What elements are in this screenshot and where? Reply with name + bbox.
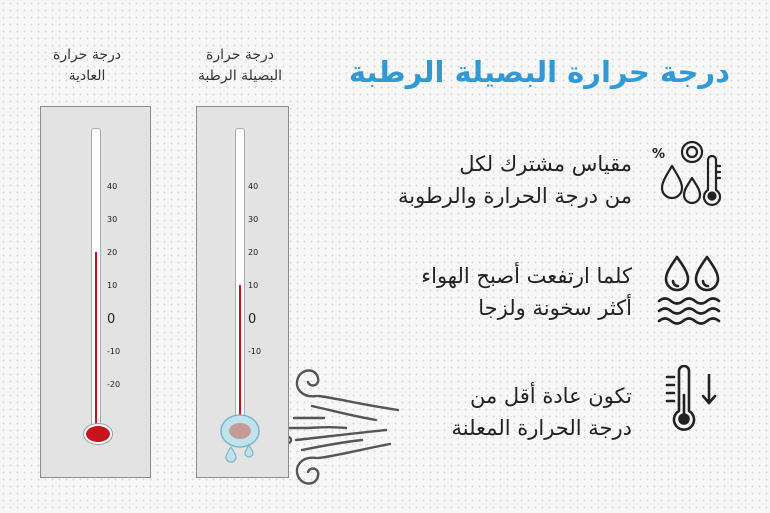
thermometer-humidity-icon: [650, 138, 730, 210]
scale-tick-label: 30: [248, 215, 259, 224]
scale-tick-label: 20: [107, 248, 118, 257]
wet-bulb-thermometer-tube: [235, 128, 245, 430]
scale-tick-label: 40: [248, 182, 259, 191]
feature-text-2: [352, 260, 632, 324]
svg-text:%: %: [652, 147, 666, 162]
scale-tick-label: -20: [107, 380, 121, 389]
feature-3-line-1: تكون عادة أقل من: [469, 384, 632, 408]
scale-tick-label: 10: [107, 281, 118, 290]
feature-2-line-2: أكثر سخونة ولزجا: [478, 296, 632, 320]
normal-mercury-column: [95, 252, 97, 429]
scale-tick-label: -10: [107, 347, 121, 356]
wet-bulb-label-line-1: درجة حرارة: [206, 47, 274, 63]
page-title: درجة حرارة البصيلة الرطبة: [348, 55, 730, 89]
normal-mercury-bulb: [84, 424, 112, 444]
wet-bulb-wick-icon: [217, 407, 265, 467]
normal-thermometer-tube: [91, 128, 101, 430]
feature-1-line-2: من درجة الحرارة والرطوبة: [398, 184, 632, 208]
scale-tick-label: 10: [248, 281, 259, 290]
feature-1-line-1: مقياس مشترك لكل: [459, 152, 632, 176]
thermometer-down-icon: [665, 365, 725, 437]
wind-icon: [276, 362, 400, 494]
wet-bulb-thermometer: [196, 106, 289, 478]
wet-bulb-thermometer-label: [175, 45, 305, 87]
scale-tick-label: -10: [248, 347, 262, 356]
feature-3-line-2: درجة الحرارة المعلنة: [451, 416, 632, 440]
feature-2-line-1: كلما ارتفعت أصبح الهواء: [421, 264, 632, 288]
feature-text-1: [352, 148, 632, 212]
normal-thermometer: [40, 106, 151, 478]
scale-tick-label: 20: [248, 248, 259, 257]
normal-thermometer-label: [22, 45, 152, 87]
scale-tick-label: 0: [248, 311, 257, 327]
scale-tick-label: 30: [107, 215, 118, 224]
water-drops-waves-icon: [655, 253, 727, 325]
normal-label-line-2: العادية: [68, 68, 106, 84]
normal-label-line-1: درجة حرارة: [53, 47, 121, 63]
scale-tick-label: 0: [107, 311, 116, 327]
wet-bulb-label-line-2: البصيلة الرطبة: [197, 68, 283, 84]
scale-tick-label: 40: [107, 182, 118, 191]
